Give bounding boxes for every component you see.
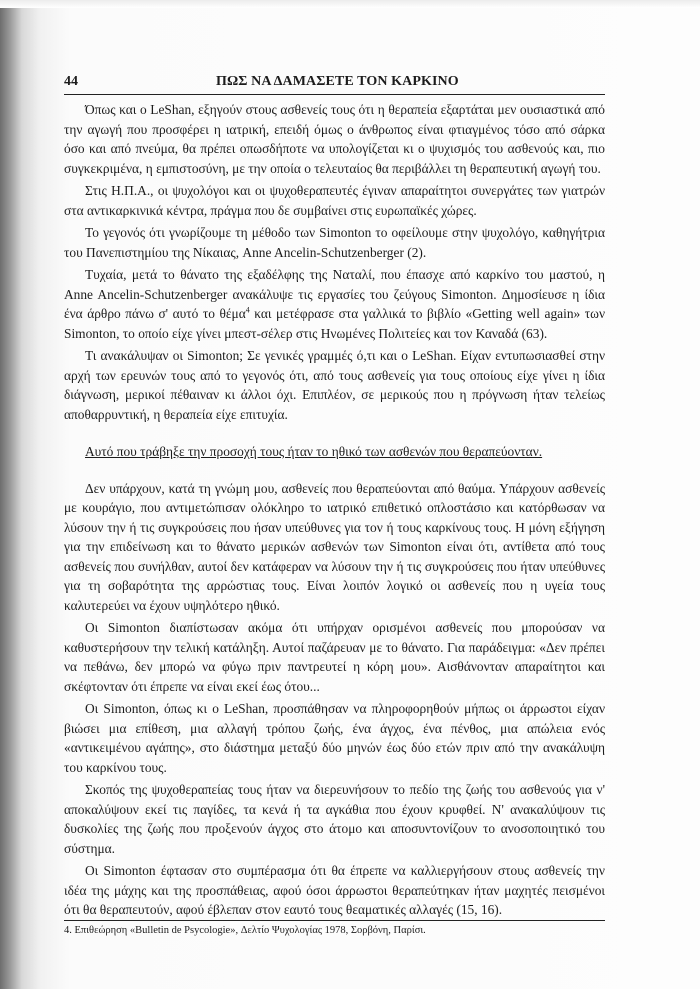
paragraph: Σκοπός της ψυχοθεραπείας τους ήταν να διερευνήσουν το πεδίο της ζωής του ασθενούς για ν' αποκαλύψουν εκεί τις παγίδες, τα κενά ή τα αγκάθια που έχουν κρυφθεί. Ν' ανακαλύψουν τις δυσκολίες της ζωής που προξενούν άγχος στο άτομο και αποσυντονίζουν το ανοσοποιητικό του σύστημα.: [64, 782, 605, 856]
paragraph-text-before: Τυχαία, μετά το θάνατο της εξαδέλφης της Ναταλί, που έπασχε από καρκίνο του μαστού, η Anne Ancelin-Schutzenberger ανακάλυψε τις εργασίες του ζεύγους Simonton. Δημοσίευσε η ίδια ένα άρθρο πάνω σ' αυτό το θέμα: [64, 267, 605, 321]
paragraph-text-after: και μετέφρασε στα γαλλικά το βιβλίο «Getting well again» των Simonton, το οποίο είχε γίνει μπεστ-σέλερ στις Ηνωμένες Πολιτείες και τον Καναδά (63).: [64, 306, 605, 341]
footnote-rule: [64, 920, 605, 921]
running-title: ΠΩΣ ΝΑ ΔΑΜΑΣΕΤΕ ΤΟΝ ΚΑΡΚΙΝΟ: [216, 74, 459, 89]
page-number: 44: [64, 74, 78, 89]
paragraph: Οι Simonton, όπως κι ο LeShan, προσπάθησαν να πληροφορηθούν μήπως οι άρρωστοι είχαν βιώσει μια επίθεση, μια αλλαγή τρόπου ζωής, ένα άγχος, ένα πένθος, μια απώλεια ενός «αντικειμένου αγάπης», στο διάστημα μεταξύ δύο μηνών έως δύο ετών πριν από την ανακάλυψη του καρκίνου τους.: [64, 701, 605, 775]
page-top-edge: [0, 0, 700, 8]
paragraph: Στις Η.Π.Α., οι ψυχολόγοι και οι ψυχοθεραπευτές έγιναν απαραίτητοι συνεργάτες των γιατρών στα αντικαρκινικά κέντρα, πράγμα που δε συμβαίνει στις ευρωπαϊκές χώρες.: [64, 183, 605, 218]
footnote: 4. Επιθεώρηση «Bulletin de Psycologie», Δελτίο Ψυχολογίας 1978, Σορβόνη, Παρίσι.: [64, 925, 426, 936]
paragraph-with-footnote-ref: [64, 265, 605, 343]
paragraph: Δεν υπάρχουν, κατά τη γνώμη μου, ασθενείς που θεραπεύονται από θαύμα. Υπάρχουν ασθενείς με κουράγιο, που αντιμετώπισαν ολόκληρο το ιατρικό επιθετικό οπλοστάσιο και κατόρθωσαν να λύσουν την ή τις συγκρούσεις που ήσαν υπεύθυνες για τον ή τους καρκίνους τους. Η μόνη εξήγηση για την επιδείνωση και το θάνατο μερικών ασθενών των Simonton είναι ότι, αντίθετα από τους ασθενείς που συνήλθαν, αυτοί δεν κατάφεραν να λύσουν την ή τις συγκρούσεις που ήταν υπεύθυνες για τη σοβαρότητα της αρρώστιας τους. Είναι λοιπόν λογικό οι ασθενείς που η υγεία τους καλυτερεύει να έχουν υψηλότερο ηθικό.: [64, 480, 605, 613]
header-rule: [64, 94, 605, 95]
page-header: [64, 74, 604, 94]
paragraph: Τι ανακάλυψαν οι Simonton; Σε γενικές γραμμές ό,τι και ο LeShan. Είχαν εντυπωσιασθεί στην αρχή των ερευνών τους από το γεγονός ότι, από τους ασθενείς για τους οποίους είχε γίνει η ίδια διάγνωση, μερικοί πέθαιναν κι άλλοι όχι. Επιπλέον, σε μερικούς που η πρόγνωση ήταν τελείως αποθαρρυντική, η θεραπεία είχε επιτυχία.: [64, 348, 605, 422]
paragraph: Οι Simonton διαπίστωσαν ακόμα ότι υπήρχαν ορισμένοι ασθενείς που μπορούσαν να καθυστερήσουν την τελική κατάληξη. Αυτοί παζάρευαν με το θάνατο. Για παράδειγμα: «Δεν πρέπει να πεθάνω, δεν μπορώ να φύγω πριν παντρευτεί η κόρη μου». Αισθάνονταν απαραίτητοι και σκέφτονταν ότι έπρεπε να είναι εκεί έως ότου...: [64, 620, 605, 694]
body-text: [64, 100, 605, 923]
footnote-reference: 4: [245, 305, 250, 315]
paragraph: Το γεγονός ότι γνωρίζουμε τη μέθοδο των Simonton το οφείλουμε στην ψυχολόγο, καθηγήτρια του Πανεπιστημίου της Νίκαιας, Anne Ancelin-Schutzenberger (2).: [64, 225, 605, 260]
section-heading: Αυτό που τράβηξε την προσοχή τους ήταν το ηθικό των ασθενών που θεραπεύονταν.: [85, 444, 543, 459]
paragraph: Όπως και ο LeShan, εξηγούν στους ασθενείς τους ότι η θεραπεία εξαρτάται μεν ουσιαστικά από την αγωγή που προσφέρει η ιατρική, επειδή όμως ο άνθρωπος είναι φτιαγμένος τόσο από σάρκα όσο και από πνεύμα, θα πρέπει οπωσδήποτε να υπολογίζεται κι ο ψυχισμός του ασθενούς και, πιο συγκεκριμένα, η εμπιστοσύνη, με την οποία ο τελευταίος θα περιβάλλει τη θεραπευτική αγωγή του.: [64, 102, 605, 176]
paragraph: Οι Simonton έφτασαν στο συμπέρασμα ότι θα έπρεπε να καλλιεργήσουν στους ασθενείς την ιδέα της μάχης και της προσπάθειας, αφού όσοι άρρωστοι θεραπεύτηκαν ήταν μαχητές πεισμένοι ότι θα θεραπευτούν, αφού έβλεπαν στον εαυτό τους θεαματικές αλλαγές (15, 16).: [64, 863, 605, 917]
spacer: [64, 427, 605, 442]
